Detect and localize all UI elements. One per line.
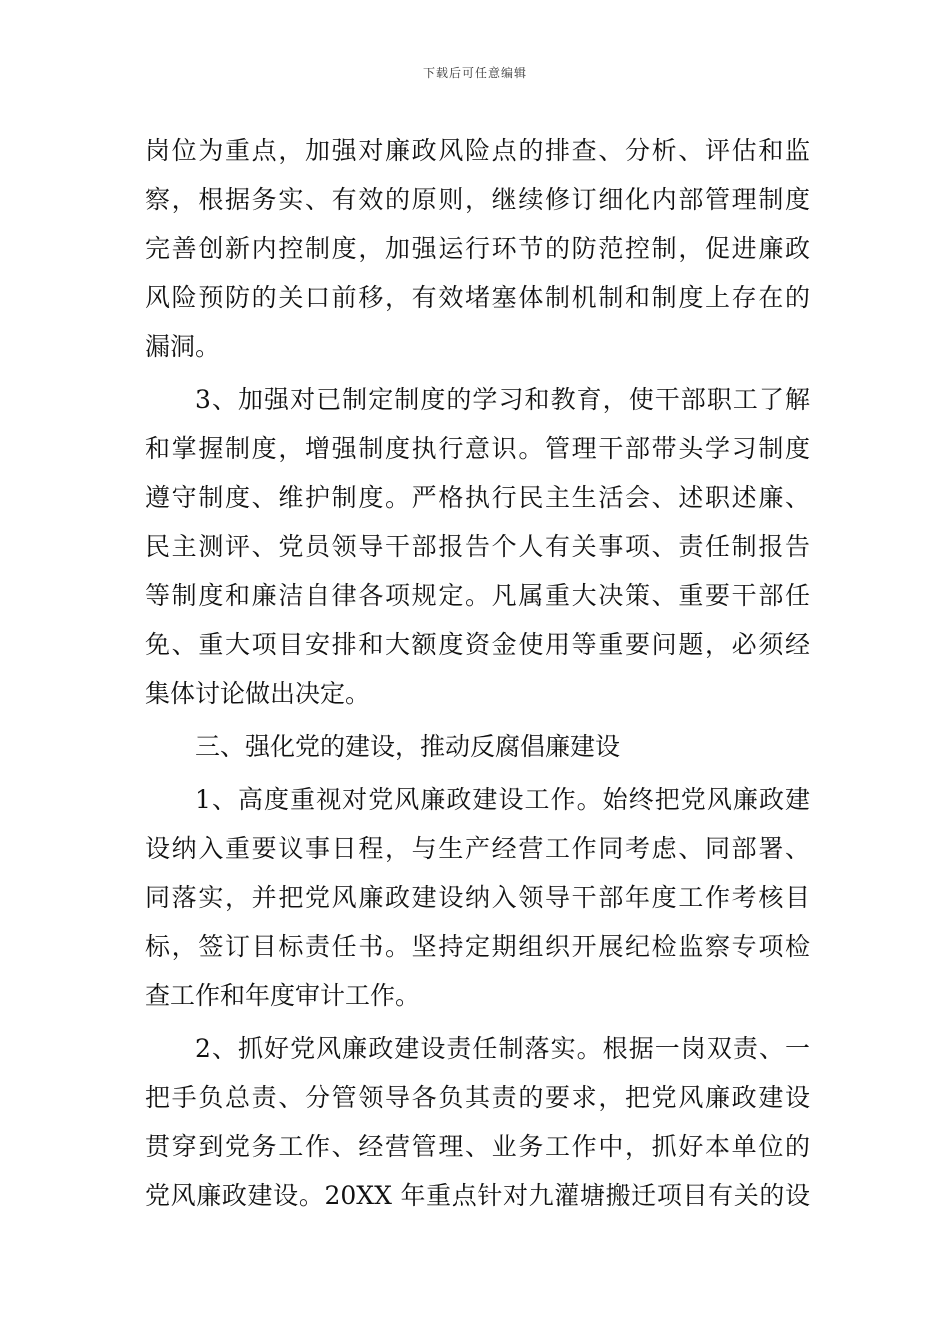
text-line: 党风廉政建设。20XX 年重点针对九灌塘搬迁项目有关的设 xyxy=(145,1181,810,1210)
text-line: 标，签订目标责任书。坚持定期组织开展纪检监察专项检 xyxy=(145,932,810,961)
text-line: 查工作和年度审计工作。 xyxy=(145,981,421,1010)
text-line: 遵守制度、维护制度。严格执行民主生活会、述职述廉、 xyxy=(145,483,810,512)
text-line: 1、高度重视对党风廉政建设工作。始终把党风廉政建 xyxy=(195,785,810,814)
page-header: 下载后可任意编辑 xyxy=(422,66,527,80)
text-line: 完善创新内控制度，加强运行环节的防范控制，促进廉政 xyxy=(145,234,810,263)
paragraph xyxy=(145,126,810,371)
heading-line: 三、强化党的建设，推动反腐倡廉建设 xyxy=(195,732,621,761)
text-line: 漏洞。 xyxy=(145,332,221,361)
text-line: 集体讨论做出决定。 xyxy=(145,679,371,708)
section-heading xyxy=(145,722,810,771)
text-line: 把手负总责、分管领导各负其责的要求，把党风廉政建设 xyxy=(145,1083,810,1112)
text-line: 2、抓好党风廉政建设责任制落实。根据一岗双责、一 xyxy=(195,1034,810,1063)
text-line: 3、加强对已制定制度的学习和教育，使干部职工了解 xyxy=(195,385,810,414)
text-line: 民主测评、党员领导干部报告个人有关事项、责任制报告 xyxy=(145,532,810,561)
text-line: 和掌握制度，增强制度执行意识。管理干部带头学习制度 xyxy=(145,434,810,463)
text-line: 设纳入重要议事日程，与生产经营工作同考虑、同部署、 xyxy=(145,834,810,863)
text-line: 等制度和廉洁自律各项规定。凡属重大决策、重要干部任 xyxy=(145,581,810,610)
text-line: 同落实，并把党风廉政建设纳入领导干部年度工作考核目 xyxy=(145,883,810,912)
paragraph xyxy=(145,1024,810,1220)
text-line: 察，根据务实、有效的原则，继续修订细化内部管理制度 xyxy=(145,185,810,214)
paragraph xyxy=(145,775,810,1020)
text-line: 贯穿到党务工作、经营管理、业务工作中，抓好本单位的 xyxy=(145,1132,810,1161)
text-line: 岗位为重点，加强对廉政风险点的排查、分析、评估和监 xyxy=(145,136,810,165)
text-line: 免、重大项目安排和大额度资金使用等重要问题，必须经 xyxy=(145,630,810,659)
text-line: 风险预防的关口前移，有效堵塞体制机制和制度上存在的 xyxy=(145,283,810,312)
paragraph xyxy=(145,375,810,718)
document-body xyxy=(145,126,810,1220)
